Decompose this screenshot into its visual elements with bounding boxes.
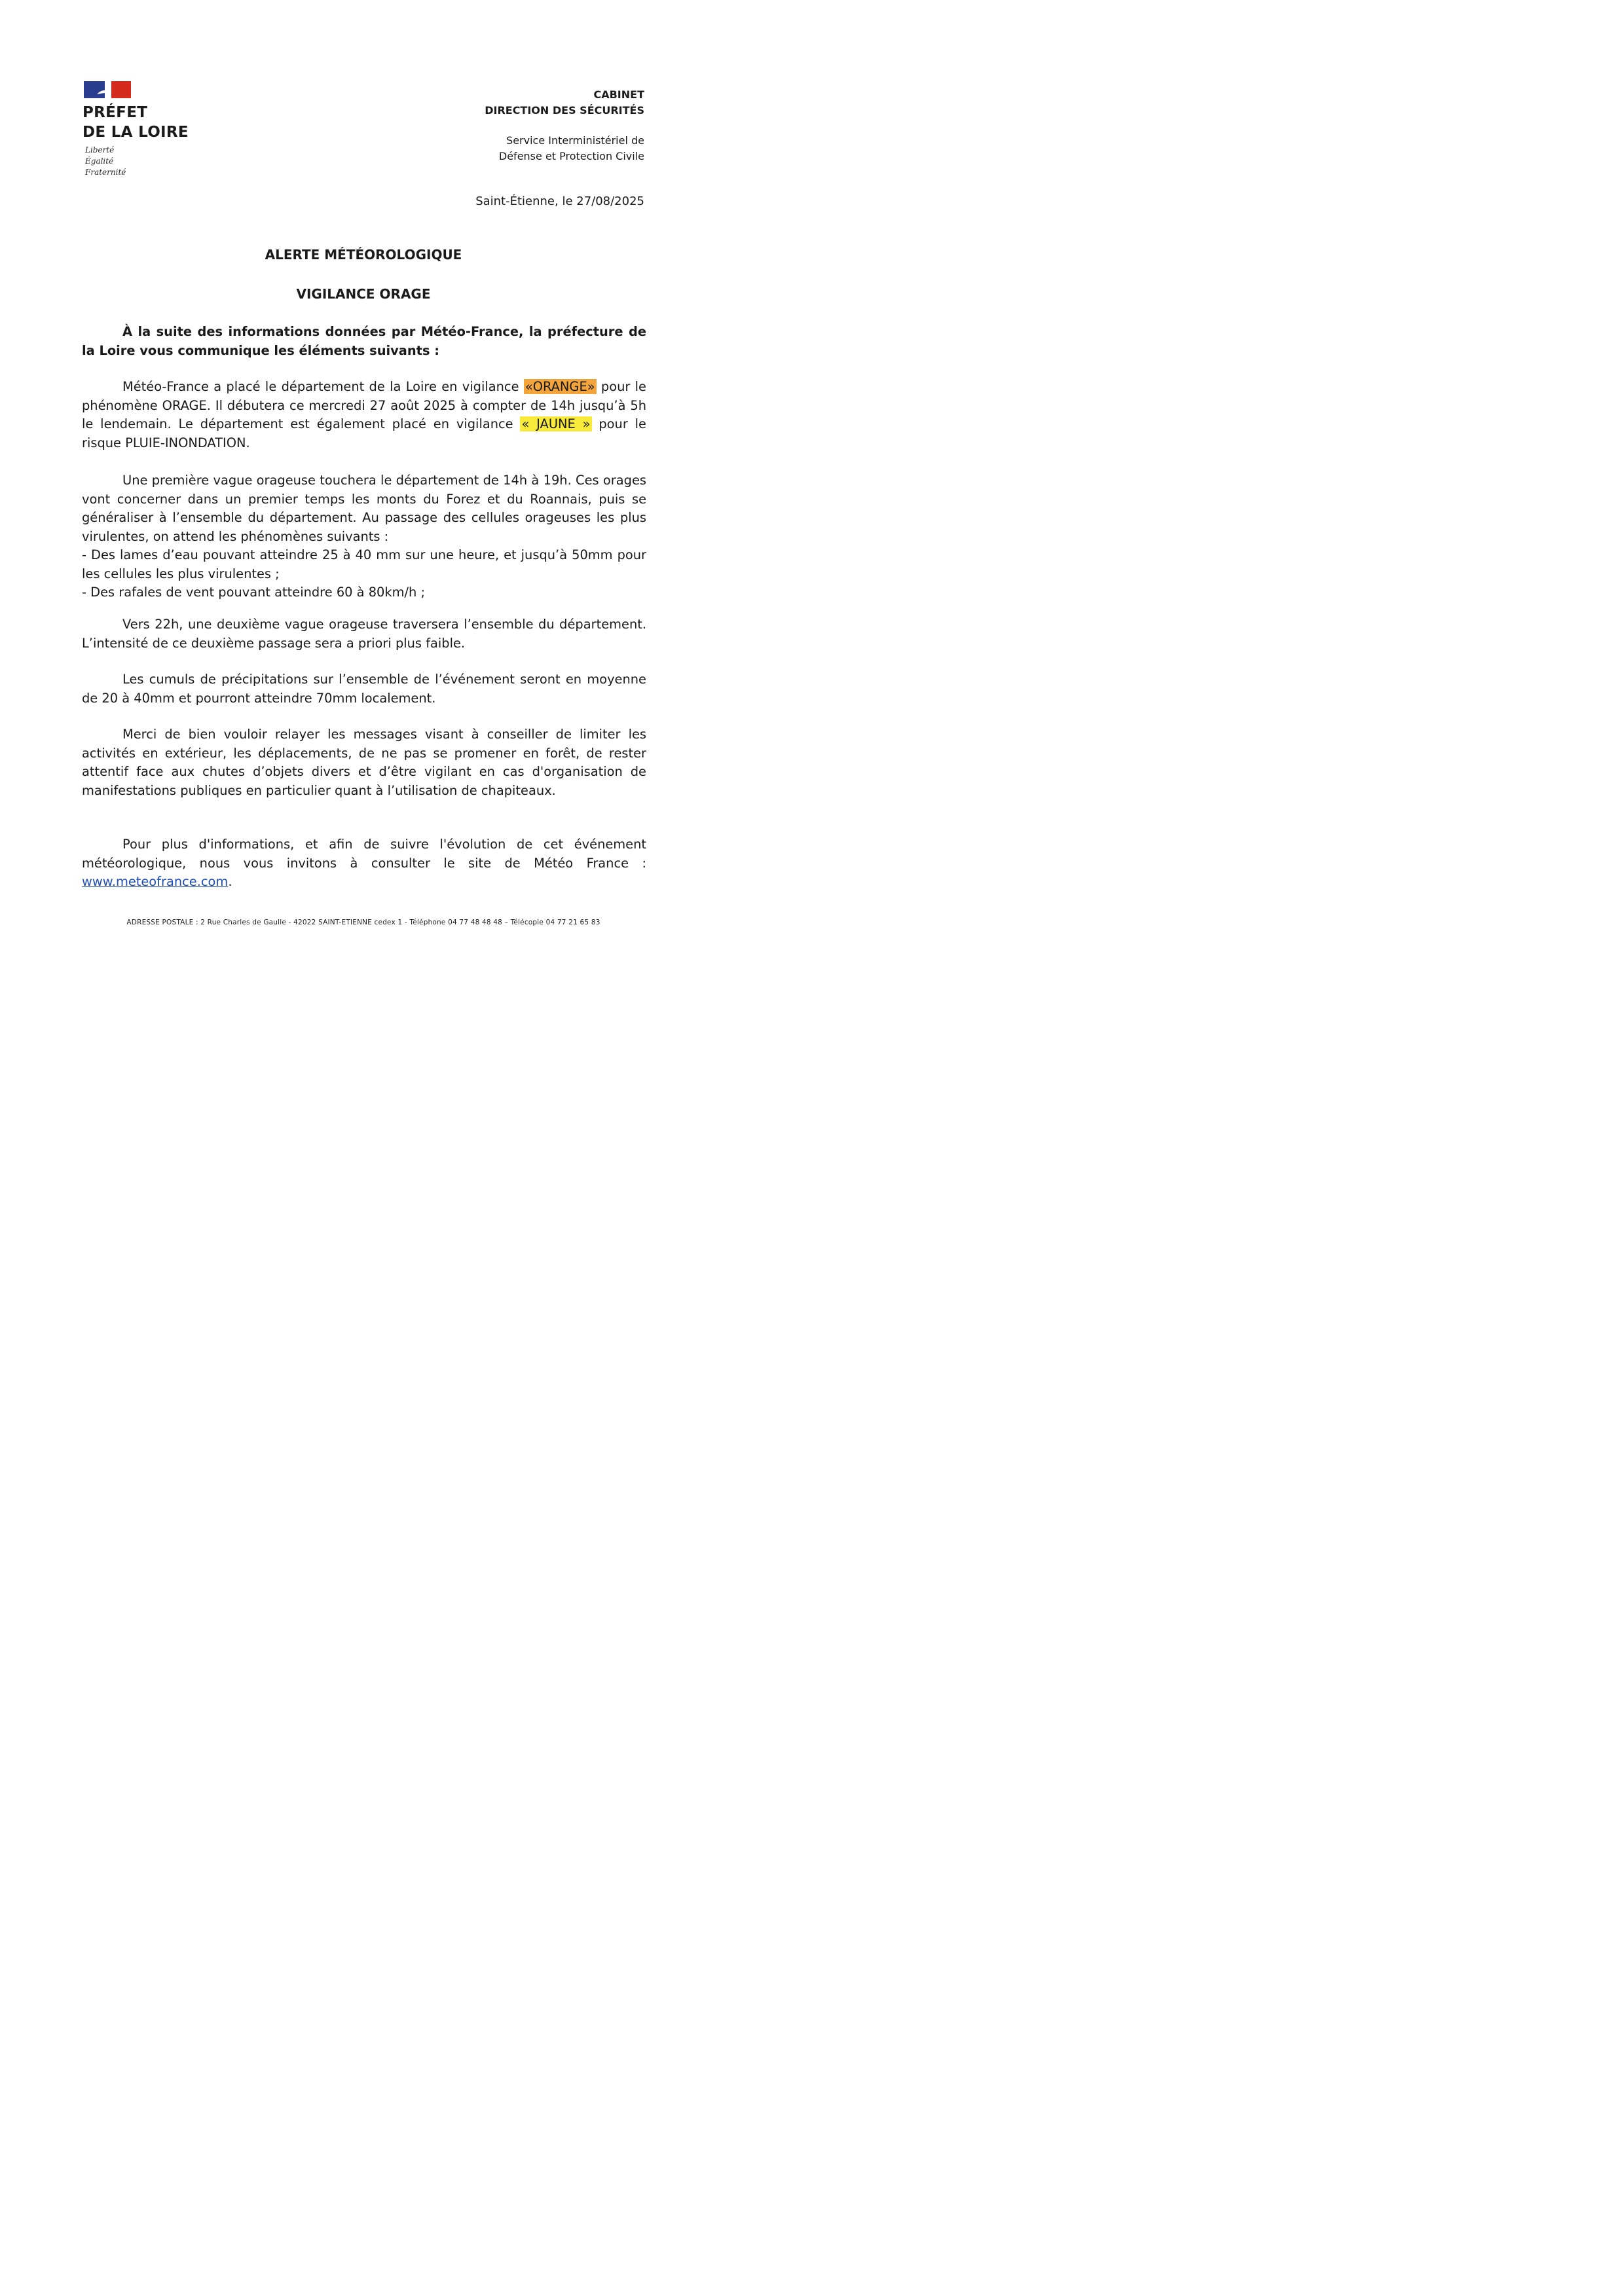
motto-egalite: Égalité	[85, 156, 114, 166]
service-line-2: Défense et Protection Civile	[498, 150, 644, 162]
yellow-vigilance-badge: « JAUNE »	[521, 416, 591, 431]
marianne-profile-icon	[96, 85, 110, 96]
vigilance-text-b: pour le phénomène ORAGE. Il débutera ce mercredi 27 août 2025 à compter de 14h jusqu’à 5h le lendemain. Le département est également placé en vigilance	[82, 379, 646, 431]
more-info-text: Pour plus d'informations, et afin de suivre l'évolution de cet événement météorologique, nous vous invitons à consulter le site de Météo France :	[82, 837, 646, 871]
organization-line-1: PRÉFET	[83, 104, 148, 121]
department-cabinet: CABINET	[593, 88, 644, 101]
postal-address-footer: ADRESSE POSTALE : 2 Rue Charles de Gaulle - 42022 SAINT-ETIENNE cedex 1 - Téléphone 04 77 48 48 48 – Télécopie 04 77 21 65 83	[126, 919, 600, 926]
motto-fraternite: Fraternité	[85, 168, 126, 177]
more-info-paragraph	[82, 835, 646, 892]
organization-name	[83, 103, 189, 142]
orange-vigilance-badge: «ORANGE»	[525, 379, 595, 394]
meteofrance-link[interactable]: www.meteofrance.com	[82, 874, 229, 889]
vigilance-paragraph	[82, 378, 646, 452]
department-direction: DIRECTION DES SÉCURITÉS	[485, 104, 644, 117]
service-line-1: Service Interministériel de	[506, 134, 644, 147]
republic-flag-logo	[84, 81, 131, 98]
advice-paragraph: Merci de bien vouloir relayer les messages visant à conseiller de limiter les activités en extérieur, les déplacements, de ne pas se promener en forêt, de rester attentif face aux chutes d’objets divers et d’être vigilant en cas d'organisation de manifestations publiques en particulier quant à l’utilisation de chapiteaux.	[82, 727, 646, 798]
republic-motto	[85, 145, 126, 178]
date-line: Saint-Étienne, le 27/08/2025	[475, 194, 644, 208]
wind-bullet: - Des rafales de vent pouvant atteindre 60 à 80km/h ;	[82, 585, 426, 600]
document-subtitle	[0, 286, 727, 302]
organization-line-2: DE LA LOIRE	[83, 124, 189, 141]
motto-liberte: Liberté	[85, 145, 115, 155]
more-info-end: .	[228, 874, 232, 889]
rainfall-bullet: - Des lames d’eau pouvant atteindre 25 à 40 mm sur une heure, et jusqu’à 50mm pour les cellules les plus virulentes ;	[82, 547, 646, 581]
precipitation-paragraph: Les cumuls de précipitations sur l’ensemble de l’événement seront en moyenne de 20 à 40mm et pourront atteindre 70mm localement.	[82, 672, 646, 706]
service-name	[499, 133, 644, 164]
department-heading	[485, 87, 644, 118]
first-wave-text: Une première vague orageuse touchera le département de 14h à 19h. Ces orages vont concerner dans un premier temps les monts du Forez et du Roannais, puis se généraliser à l’ensemble du département. Au passage des cellules orageuses les plus virulentes, on attend les phénomènes suivants :	[82, 473, 646, 544]
first-wave-paragraph	[82, 471, 646, 602]
document-title-text: ALERTE MÉTÉOROLOGIQUE	[265, 247, 462, 263]
second-wave-paragraph: Vers 22h, une deuxième vague orageuse traversera l’ensemble du département. L’intensité de ce deuxième passage sera a priori plus faible.	[82, 617, 646, 651]
intro-paragraph: À la suite des informations données par Météo-France, la préfecture de la Loire vous communique les éléments suivants :	[82, 324, 646, 358]
flag-red-band	[111, 81, 131, 98]
vigilance-text-c: pour le risque PLUIE-INONDATION.	[82, 416, 646, 450]
document-title	[0, 247, 727, 263]
vigilance-text-a: Météo-France a placé le département de la Loire en vigilance	[122, 379, 524, 394]
document-subtitle-text: VIGILANCE ORAGE	[296, 286, 431, 302]
